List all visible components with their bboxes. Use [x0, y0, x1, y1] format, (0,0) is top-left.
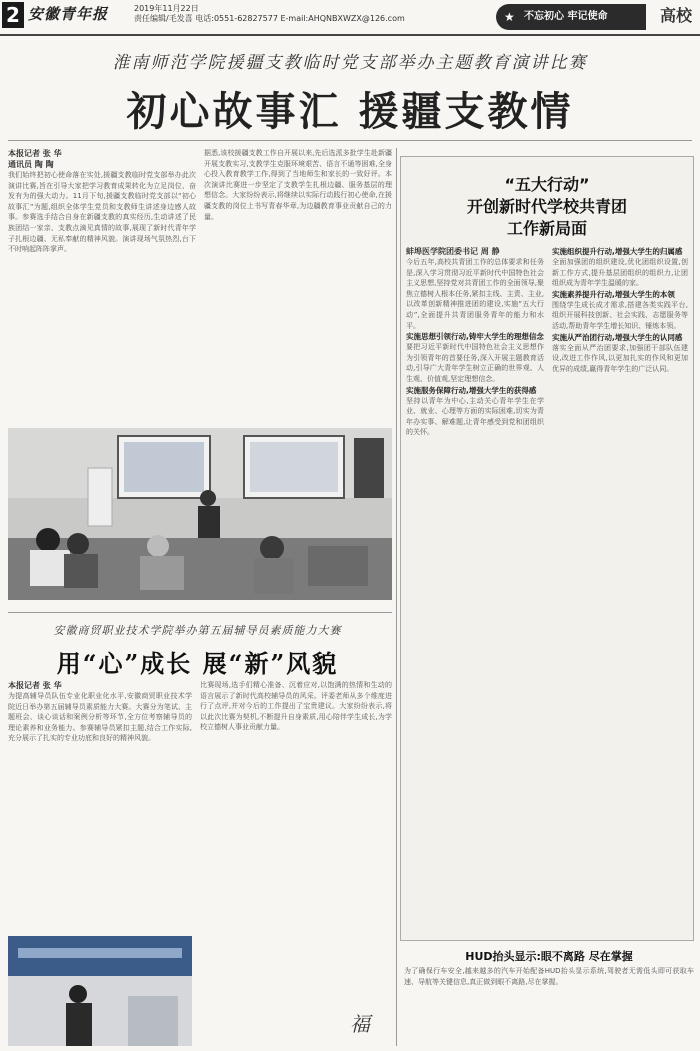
page-number: 2 [2, 2, 24, 28]
story1-headline: 初心故事汇 援疆支教情 [126, 88, 574, 135]
box-para-2: 全面加强团的组织建设,优化团组织设置,创新工作方式,提升基层团组织的组织力,让团组织成为青年学生温暖的家。 [552, 258, 688, 288]
box-subhead-1: 实施思想引领行动,铸牢大学生的理想信念 [406, 332, 544, 342]
banner-text: 不忘初心 牢记使命 [524, 11, 608, 22]
box-para-1: 要把习近平新时代中国特色社会主义思想作为引领青年的首要任务,深入开展主题教育活动,引导广大青年学生树立正确的世界观、人生观、价值观,坚定理想信念。 [406, 343, 544, 383]
box-byline: 蚌埠医学院团委书记 周 静 [406, 247, 500, 256]
story2-photo [8, 936, 192, 1046]
box-title-3: 工作新局面 [506, 219, 587, 238]
box-para-3: 围绕学生成长成才需求,搭建各类实践平台,组织开展科技创新、社会实践、志愿服务等活动,帮助青年学生增长知识、锤炼本领。 [552, 300, 688, 330]
story2-column-1 [8, 680, 192, 930]
box-para-4: 坚持以青年为中心,主动关心青年学生在学业、就业、心理等方面的实际困难,切实为青年办实事、解难题,让青年感受到党和团组织的关怀。 [406, 396, 544, 437]
signature: 福 [350, 1012, 370, 1036]
side-body: 为了确保行车安全,越来越多的汽车开始配备HUD抬头显示系统,驾驶者无需低头即可获取车速、导航等关键信息,真正做到眼不离路,尽在掌握。 [404, 967, 694, 986]
theme-banner [496, 4, 646, 30]
story1-body-1: 我们始终把初心使命落在实处,援疆支教临时党支部举办此次演讲比赛,旨在引导大家把学习教育成果转化为立足岗位、奋发有为的强大动力。11月下旬,援疆支教临时党支部以“初心故事汇”为题,组织全体学生党员和支教师生讲述身边感人故事。参赛选手结合自身在新疆支教的真实经历,生动讲述了民族团结一家亲、支教点滴见真情的故事,展现了新时代青年学子扎根边疆、无私奉献的精神风貌。演讲现场气氛热烈,台下不时响起阵阵掌声。 [8, 171, 196, 254]
side-headline: HUD抬头显示:眼不离路 尽在掌握 [465, 950, 633, 963]
star-icon: ★ [504, 10, 515, 24]
story1-byline: 本报记者 张 华 [8, 149, 62, 158]
box-column-2 [552, 246, 688, 936]
story1-body-2: 据悉,该校援疆支教工作自开展以来,先后选派多批学生赴新疆开展支教实习,支教学生克服环境艰苦、语言不通等困难,全身心投入教育教学工作,得到了当地师生和家长的一致好评。本次演讲比赛进一步坚定了支教学生扎根边疆、服务基层的理想信念。大家纷纷表示,将继续以实际行动践行初心使命,在援疆支教的岗位上书写青春华章,为边疆教育事业贡献自己的力量。 [204, 149, 392, 221]
story2-body-2: 比赛现场,选手们精心准备、沉着应对,以饱满的热情和生动的语言展示了新时代高校辅导员的风采。评委老师从多个维度进行了点评,并对今后的工作提出了宝贵建议。大家纷纷表示,将以此次比赛为契机,不断提升自身素质,用心陪伴学生成长,为学校立德树人事业贡献力量。 [200, 681, 392, 732]
box-para-5: 落实全面从严治团要求,加强团干部队伍建设,改进工作作风,以更加扎实的作风和更加优异的成绩,赢得青年学生的广泛认同。 [552, 343, 688, 373]
speaker-photo-illustration [8, 936, 192, 1046]
box-subhead-5: 实施从严治团行动,增强大学生的认同感 [552, 332, 683, 342]
box-intro: 今后五年,高校共青团工作的总体要求和任务是,深入学习贯彻习近平新时代中国特色社会主义思想,坚持党对共青团工作的全面领导,聚焦立德树人根本任务,紧扣主线、主责、主业,以改革创新精神推进团的建设,实施“五大行动”,全面提升共青团服务青年的能力和水平。 [406, 258, 544, 330]
section-label: 高校 [659, 6, 692, 25]
box-subhead-4: 实施服务保障行动,增强大学生的获得感 [406, 385, 537, 395]
lecture-photo-illustration [8, 428, 392, 600]
story2-body-1: 为提高辅导员队伍专业化职业化水平,安徽商贸职业技术学院近日举办第五届辅导员素质能力大赛。大赛分为笔试、主题班会、谈心谈话和案例分析等环节,全方位考察辅导员的理论素养和业务能力。参赛辅导员紧扣主题,结合工作实际,充分展示了扎实的专业功底和良好的精神风貌。 [8, 692, 192, 743]
story2-byline: 本报记者 张 华 [8, 681, 62, 690]
box-column-1 [406, 246, 544, 936]
column-divider [396, 148, 397, 1046]
story1-byline-2: 通讯员 陶 陶 [8, 160, 54, 169]
email-line: E-mail:AHQNBXWZX@126.com [280, 14, 405, 23]
box-subhead-2: 实施组织提升行动,增强大学生的归属感 [552, 247, 683, 256]
phone-line: 电话:0551-62827577 [195, 14, 278, 23]
date-line: 2019年11月22日 [134, 4, 199, 13]
divider [8, 140, 692, 141]
story2-column-2 [200, 680, 392, 930]
story1-column-1 [8, 148, 196, 418]
divider [8, 612, 392, 613]
header-rule [0, 34, 700, 36]
story2-headline: 用“心”成长 展“新”风貌 [56, 649, 339, 678]
box-subhead-3: 实施素养提升行动,增强大学生的本领 [552, 289, 675, 299]
story1-kicker: 淮南师范学院援疆支教临时党支部举办主题教育演讲比赛 [112, 53, 588, 73]
header-meta [134, 4, 405, 24]
box-title-2: 开创新时代学校共青团 [466, 197, 627, 216]
box-title-1: “五大行动” [504, 175, 590, 194]
story1-column-2 [204, 148, 392, 418]
story1-photo [8, 428, 392, 600]
editor-line: 责任编辑/毛发喜 [134, 14, 193, 23]
story2-kicker: 安徽商贸职业技术学院举办第五届辅导员素质能力大赛 [53, 624, 342, 637]
newspaper-name: 安徽青年报 [28, 5, 109, 23]
